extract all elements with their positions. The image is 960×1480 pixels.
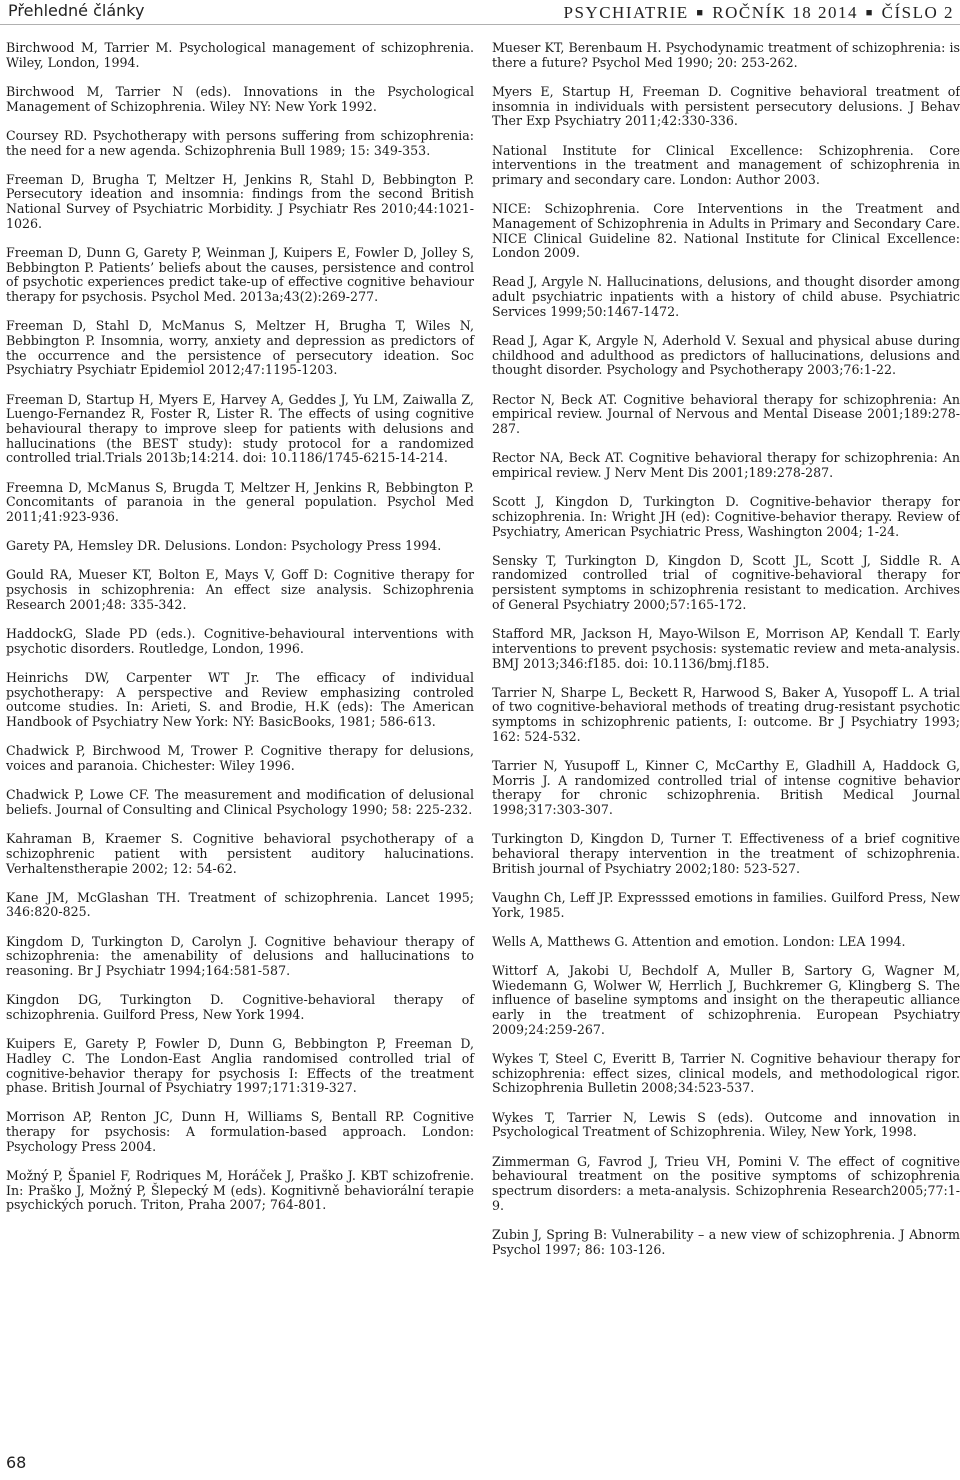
reference-item: National Institute for Clinical Excellence: Schizophrenia. Core interventions in the treatment and management of schizophrenia in primary and secondary care. London: Author 2003. bbox=[492, 142, 960, 187]
reference-item: Tarrier N, Yusupoff L, Kinner C, McCarthy E, Gladhill A, Haddock G, Morris J. A randomized controlled trial of intense cognitive behavior therapy for chronic schizophrenia. British Medical Journal 1998;317:303-307. bbox=[492, 758, 960, 818]
reference-item: Mueser KT, Berenbaum H. Psychodynamic treatment of schizophrenia: is there a future? Psychol Med 1990; 20: 253-262. bbox=[492, 40, 960, 70]
reference-item: HaddockG, Slade PD (eds.). Cognitive-behavioural interventions with psychotic disorders. Routledge, London, 1996. bbox=[6, 626, 474, 656]
reference-item: Garety PA, Hemsley DR. Delusions. London: Psychology Press 1994. bbox=[6, 538, 442, 554]
reference-item: Kane JM, McGlashan TH. Treatment of schizophrenia. Lancet 1995; 346:820-825. bbox=[6, 889, 474, 920]
reference-item: Možný P, Španiel F, Rodriques M, Horáček J, Praško J. KBT schizofrenie. In: Praško J, Možný P, Šlepecký M (eds). Kognitivně behaviorální terapie psychických poruch. Triton, Praha 2007; 764-801. bbox=[6, 1168, 474, 1213]
reference-item: Heinrichs DW, Carpenter WT Jr. The efficacy of individual psychotherapy: A perspective and Review emphasizing controled outcome studies. In: Arieti, S. and Brodie, H.K (eds): The American Handbook of Psychiatry New York: NY: BasicBooks, 1981; 586-613. bbox=[6, 670, 474, 730]
reference-item: Rector N, Beck AT. Cognitive behavioral therapy for schizophrenia: An empirical review. Journal of Nervous and Mental Disease 2001;189:278-287. bbox=[492, 391, 960, 437]
reference-item: Zubin J, Spring B: Vulnerability – a new view of schizophrenia. J Abnorm Psychol 1997; 86: 103-126. bbox=[492, 1226, 960, 1257]
reference-item: Turkington D, Kingdon D, Turner T. Effectiveness of a brief cognitive behavioral therapy intervention in the treatment of schizophrenia. British journal of Psychiatry 2002;180: 523-527. bbox=[492, 831, 960, 876]
reference-item: Freeman D, Startup H, Myers E, Harvey A, Geddes J, Yu LM, Zaiwalla Z, Luengo-Fernandez R, Foster R, Lister R. The effects of using cognitive behavioural therapy to improve sleep for patients with delusions and hallucinations (the BEST study): study protocol for a randomized controlled trial.Trials 2013b;14:214. doi: 10.1186/1745-6215-14-214. bbox=[6, 391, 474, 466]
reference-item: Chadwick P, Birchwood M, Trower P. Cognitive therapy for delusions, voices and paranoia. Chichester: Wiley 1996. bbox=[6, 743, 474, 774]
reference-item: Myers E, Startup H, Freeman D. Cognitive behavioral treatment of insomnia in individuals with persistent persecutory delusions. J Behav Ther Exp Psychiatry 2011;42:330-336. bbox=[492, 83, 960, 129]
reference-item: Zimmerman G, Favrod J, Trieu VH, Pomini V. The effect of cognitive behavioural treatment on the positive symptoms of schizophrenia spectrum disorders: a meta-analysis. Schizophrenia Research2005;77:1-9. bbox=[492, 1153, 960, 1213]
reference-item: Birchwood M, Tarrier M. Psychological management of schizophrenia. Wiley, London, 1994. bbox=[6, 40, 474, 70]
header-divider bbox=[0, 24, 960, 25]
references-column-left bbox=[6, 41, 474, 1228]
reference-item: Freeman D, Dunn G, Garety P, Weinman J, Kuipers E, Fowler D, Jolley S, Bebbington P. Patients’ beliefs about the causes, persistence and control of psychotic experiences predict take-up of effective cognitive behaviour therapy for psychosis. Psychol Med. 2013a;43(2):269-277. bbox=[6, 245, 474, 305]
reference-item: Birchwood M, Tarrier N (eds). Innovations in the Psychological Management of Schizophrenia. Wiley NY: New York 1992. bbox=[6, 83, 474, 114]
references-column-right bbox=[492, 41, 960, 1272]
page-number: 68 bbox=[6, 1453, 27, 1472]
page-header bbox=[0, 0, 960, 24]
reference-item: Tarrier N, Sharpe L, Beckett R, Harwood S, Baker A, Yusopoff L. A trial of two cognitive-behavioral methods of treating drug-resistant psychotic symptoms in schizophrenic patients, I: outcome. Br J Psychiatry 1993; 162: 524-532. bbox=[492, 684, 960, 744]
journal-issue: ČÍSLO 2 bbox=[881, 3, 954, 22]
journal-name: PSYCHIATRIE bbox=[563, 3, 689, 22]
journal-volume: ROČNÍK 18 bbox=[712, 3, 813, 22]
reference-item: Freeman D, Stahl D, McManus S, Meltzer H, Brugha T, Wiles N, Bebbington P. Insomnia, worry, anxiety and depression as predictors of the occurrence and the persistence of persecutory ideation. Soc Psychiatry Psychiatr Epidemiol 2012;47:1195-1203. bbox=[6, 318, 474, 378]
reference-item: Kingdom D, Turkington D, Carolyn J. Cognitive behaviour therapy of schizophrenia: the amenability of delusions and hallucinations to reasoning. Br J Psychiatr 1994;164:581-587. bbox=[6, 933, 474, 979]
reference-item: Stafford MR, Jackson H, Mayo-Wilson E, Morrison AP, Kendall T. Early interventions to prevent psychosis: systematic review and meta-analysis. BMJ 2013;346:f185. doi: 10.1136/bmj.f185. bbox=[492, 626, 960, 671]
reference-item: Rector NA, Beck AT. Cognitive behavioral therapy for schizophrenia: An empirical review. J Nerv Ment Dis 2001;189:278-287. bbox=[492, 450, 960, 480]
reference-item: Scott J, Kingdon D, Turkington D. Cognitive-behavior therapy for schizophrenia. In: Wright JH (ed): Cognitive-behavior therapy. Review of Psychiatry, American Psychiatric Press, Washington 2004; 1-24. bbox=[492, 494, 960, 539]
reference-item: Chadwick P, Lowe CF. The measurement and modification of delusional beliefs. Journal of Consulting and Clinical Psychology 1990; 58: 225-232. bbox=[6, 787, 474, 817]
reference-item: Wykes T, Steel C, Everitt B, Tarrier N. Cognitive behaviour therapy for schizophrenia: effect sizes, clinical models, and methodological rigor. Schizophrenia Bulletin 2008;34:523-537. bbox=[492, 1051, 960, 1096]
separator-glyph: ■ bbox=[696, 7, 705, 19]
reference-item: Gould RA, Mueser KT, Bolton E, Mays V, Goff D: Cognitive therapy for psychosis in schizophrenia: An effect size analysis. Schizophrenia Research 2001;48: 335-342. bbox=[6, 567, 474, 612]
reference-item: Vaughn Ch, Leff JP. Expresssed emotions in families. Guilford Press, New York, 1985. bbox=[492, 889, 960, 920]
reference-item: Wykes T, Tarrier N, Lewis S (eds). Outcome and innovation in Psychological Treatment of Schizophrenia. Wiley, New York, 1998. bbox=[492, 1109, 960, 1140]
reference-item: Freemna D, McManus S, Brugda T, Meltzer H, Jenkins R, Bebbington P. Concomitants of paranoia in the general population. Psychol Med 2011;41:923-936. bbox=[6, 479, 474, 525]
separator-glyph: ■ bbox=[865, 7, 874, 19]
reference-item: Coursey RD. Psychotherapy with persons suffering from schizophrenia: the need for a new agenda. Schizophrenia Bull 1989; 15: 349-353. bbox=[6, 127, 474, 158]
journal-year: 2014 bbox=[817, 3, 858, 22]
reference-item: Kahraman B, Kraemer S. Cognitive behavioral psychotherapy of a schizophrenic patient with persistent auditory halucinations. Verhaltenstherapie 2002; 12: 54-62. bbox=[6, 831, 474, 876]
reference-item: NICE: Schizophrenia. Core Interventions in the Treatment and Management of Schizophrenia in Adults in Primary and Secondary Care. NICE Clinical Guideline 82. National Institute for Clinical Excellence: London 2009. bbox=[492, 201, 960, 261]
reference-item: Morrison AP, Renton JC, Dunn H, Williams S, Bentall RP. Cognitive therapy for psychosis: A formulation-based approach. London: Psychology Press 2004. bbox=[6, 1109, 474, 1154]
journal-info bbox=[564, 3, 954, 23]
reference-item: Kuipers E, Garety P, Fowler D, Dunn G, Bebbington P, Freeman D, Hadley C. The London-East Anglia randomised controlled trial of cognitive-behavior therapy for psychosis I: Effects of the treatment phase. British Journal of Psychiatry 1997;171:319-327. bbox=[6, 1036, 474, 1096]
reference-item: Freeman D, Brugha T, Meltzer H, Jenkins R, Stahl D, Bebbington P. Persecutory ideation and insomnia: findings from the second British National Survey of Psychiatric Morbidity. J Psychiatr Res 2010;44:1021-1026. bbox=[6, 171, 474, 231]
reference-item: Kingdon DG, Turkington D. Cognitive-behavioral therapy of schizophrenia. Guilford Press, New York 1994. bbox=[6, 992, 474, 1022]
section-title: Přehledné články bbox=[8, 1, 145, 20]
reference-item: Read J, Argyle N. Hallucinations, delusions, and thought disorder among adult psychiatric inpatients with a history of child abuse. Psychiatric Services 1999;50:1467-1472. bbox=[492, 274, 960, 319]
reference-item: Wells A, Matthews G. Attention and emotion. London: LEA 1994. bbox=[492, 933, 906, 949]
reference-item: Wittorf A, Jakobi U, Bechdolf A, Muller B, Sartory G, Wagner M, Wiedemann G, Wolwer W, Herrlich J, Buchkremer G, Klingberg S. The influence of baseline symptoms and insight on the therapeutic alliance early in the treatment of schizophrenia. European Psychiatry 2009;24:259-267. bbox=[492, 963, 960, 1037]
reference-item: Sensky T, Turkington D, Kingdon D, Scott JL, Scott J, Siddle R. A randomized controlled trial of cognitive-behavioral therapy for persistent symptoms in schizophrenia resistant to medication. Archives of General Psychiatry 2000;57:165-172. bbox=[492, 552, 960, 612]
reference-item: Read J, Agar K, Argyle N, Aderhold V. Sexual and physical abuse during childhood and adulthood as predictors of hallucinations, delusions and thought disorder. Psychology and Psychotherapy 2003;76:1-22. bbox=[492, 333, 960, 378]
